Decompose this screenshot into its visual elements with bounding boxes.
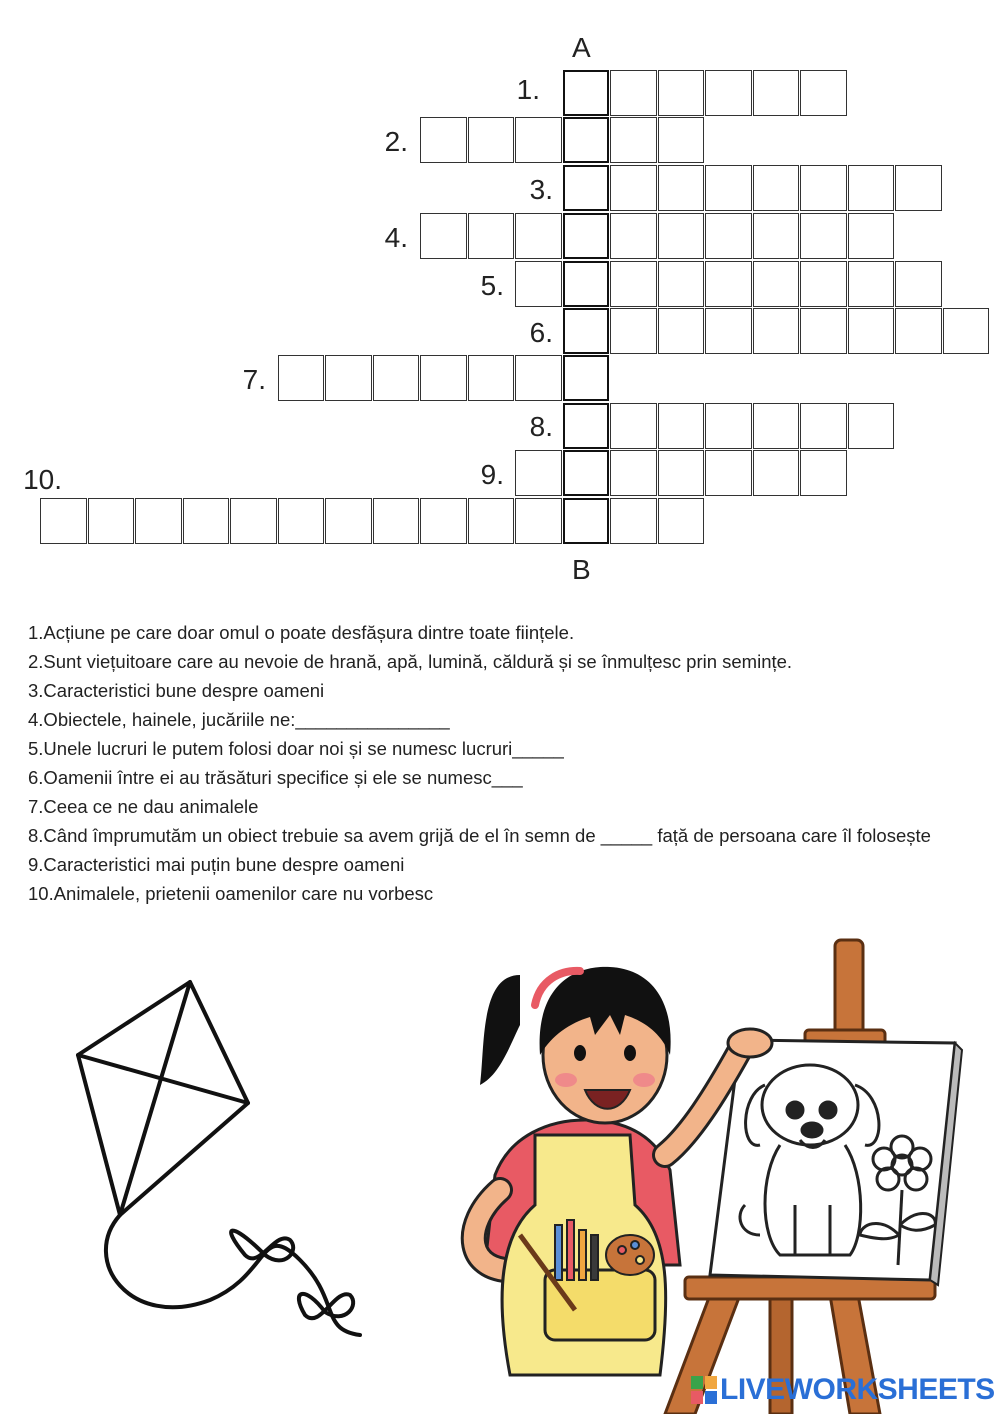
crossword-cell[interactable] (515, 261, 562, 307)
crossword-cell[interactable] (563, 355, 610, 401)
crossword-cell[interactable] (658, 213, 705, 259)
crossword-cell[interactable] (800, 261, 847, 307)
crossword-cell[interactable] (658, 117, 705, 163)
brand-name: LIVEWORKSHEETS (720, 1373, 995, 1406)
clue-5: 5.Unele lucruri le putem folosi doar noi și se numesc lucruri_____ (28, 738, 564, 759)
crossword-cell[interactable] (420, 213, 467, 259)
row-number-10: 10. (23, 464, 62, 495)
crossword-cell[interactable] (563, 261, 610, 307)
crossword-cell[interactable] (658, 165, 705, 211)
crossword-cell[interactable] (563, 117, 610, 163)
liveworksheets-logo-icon (690, 1375, 718, 1405)
crossword-cell[interactable] (705, 261, 752, 307)
crossword-cell[interactable] (325, 498, 372, 544)
crossword-cell[interactable] (515, 213, 562, 259)
crossword-cell[interactable] (563, 498, 610, 544)
crossword-cell[interactable] (563, 165, 610, 211)
crossword-cell[interactable] (373, 355, 420, 401)
liveworksheets-brand (690, 1372, 995, 1408)
crossword-cell[interactable] (610, 261, 657, 307)
clue-4: 4.Obiectele, hainele, jucăriile ne:_______________ (28, 709, 450, 730)
clue-3: 3.Caracteristici bune despre oameni (28, 680, 325, 701)
kite-illustration (60, 970, 380, 1360)
crossword-cell[interactable] (753, 261, 800, 307)
clue-8: 8.Când împrumutăm un obiect trebuie sa avem grijă de el în semn de _____ față de persoana care îl folosește (28, 825, 931, 846)
crossword-cell[interactable] (658, 450, 705, 496)
crossword-cell[interactable] (610, 70, 657, 116)
crossword-cell[interactable] (515, 450, 562, 496)
clue-9: 9.Caracteristici mai puțin bune despre oameni (28, 854, 405, 875)
row-number-2: 2. (384, 126, 408, 157)
crossword-cell[interactable] (420, 355, 467, 401)
crossword-cell[interactable] (658, 403, 705, 449)
crossword-cell[interactable] (610, 213, 657, 259)
crossword-cell[interactable] (230, 498, 277, 544)
crossword-cell[interactable] (40, 498, 87, 544)
crossword-cell[interactable] (753, 403, 800, 449)
crossword-cell[interactable] (563, 450, 610, 496)
crossword-cell[interactable] (848, 308, 895, 354)
crossword-cell[interactable] (895, 308, 942, 354)
crossword-cell[interactable] (183, 498, 230, 544)
crossword-cell[interactable] (848, 165, 895, 211)
crossword-cell[interactable] (658, 308, 705, 354)
row-number-8: 8. (529, 411, 553, 442)
crossword-cell[interactable] (753, 70, 800, 116)
crossword-cell[interactable] (88, 498, 135, 544)
crossword-cell[interactable] (563, 70, 610, 116)
crossword-cell[interactable] (753, 165, 800, 211)
crossword-cell[interactable] (563, 308, 610, 354)
crossword-cell[interactable] (895, 165, 942, 211)
crossword-cell[interactable] (848, 403, 895, 449)
crossword-cell[interactable] (563, 213, 610, 259)
crossword-cell[interactable] (610, 450, 657, 496)
column-label-b: B (572, 554, 591, 585)
crossword-cell[interactable] (278, 498, 325, 544)
row-number-3: 3. (529, 174, 553, 205)
crossword-cell[interactable] (753, 213, 800, 259)
clue-1: 1.Acțiune pe care doar omul o poate desfășura dintre toate ființele. (28, 622, 575, 643)
crossword-cell[interactable] (468, 498, 515, 544)
crossword-cell[interactable] (610, 117, 657, 163)
crossword-cell[interactable] (658, 70, 705, 116)
clue-10: 10.Animalele, prietenii oamenilor care nu vorbesc (28, 883, 434, 904)
crossword-cell[interactable] (800, 450, 847, 496)
clue-list (28, 618, 988, 908)
crossword-cell[interactable] (278, 355, 325, 401)
crossword-cell[interactable] (848, 261, 895, 307)
crossword-cell[interactable] (515, 355, 562, 401)
crossword-cell[interactable] (325, 355, 372, 401)
crossword-cell[interactable] (943, 308, 990, 354)
row-number-7: 7. (242, 364, 266, 395)
row-number-5: 5. (480, 270, 504, 301)
row-number-4: 4. (384, 222, 408, 253)
crossword-cell[interactable] (705, 70, 752, 116)
crossword-cell[interactable] (563, 403, 610, 449)
crossword-cell[interactable] (420, 498, 467, 544)
crossword-cell[interactable] (515, 117, 562, 163)
crossword-cell[interactable] (705, 165, 752, 211)
crossword-cell[interactable] (135, 498, 182, 544)
clue-7: 7.Ceea ce ne dau animalele (28, 796, 259, 817)
row-number-6: 6. (529, 317, 553, 348)
row-number-9: 9. (480, 459, 504, 490)
crossword-cell[interactable] (468, 117, 515, 163)
crossword-cell[interactable] (610, 165, 657, 211)
girl-painting-illustration (440, 935, 970, 1414)
crossword-cell[interactable] (420, 117, 467, 163)
crossword-cell[interactable] (610, 308, 657, 354)
crossword-cell[interactable] (373, 498, 420, 544)
crossword-cell[interactable] (705, 403, 752, 449)
crossword-cell[interactable] (800, 213, 847, 259)
crossword-cell[interactable] (658, 498, 705, 544)
crossword-cell[interactable] (705, 308, 752, 354)
crossword-cell[interactable] (753, 308, 800, 354)
crossword-cell[interactable] (800, 308, 847, 354)
crossword-cell[interactable] (705, 213, 752, 259)
crossword-cell[interactable] (800, 165, 847, 211)
clue-2: 2.Sunt viețuitoare care au nevoie de hrană, apă, lumină, căldură și se înmulțesc prin semințe. (28, 651, 793, 672)
crossword-cell[interactable] (468, 355, 515, 401)
crossword-cell[interactable] (705, 450, 752, 496)
crossword-cell[interactable] (610, 403, 657, 449)
crossword-cell[interactable] (800, 403, 847, 449)
row-number-1: 1. (516, 74, 540, 105)
column-label-a: A (572, 32, 591, 63)
crossword-cell[interactable] (848, 213, 895, 259)
crossword-cell[interactable] (800, 70, 847, 116)
crossword-cell[interactable] (895, 261, 942, 307)
clue-6: 6.Oamenii între ei au trăsături specifice și ele se numesc___ (28, 767, 523, 788)
crossword-cell[interactable] (753, 450, 800, 496)
crossword-cell[interactable] (658, 261, 705, 307)
crossword-cell[interactable] (610, 498, 657, 544)
crossword-cell[interactable] (515, 498, 562, 544)
crossword-cell[interactable] (468, 213, 515, 259)
